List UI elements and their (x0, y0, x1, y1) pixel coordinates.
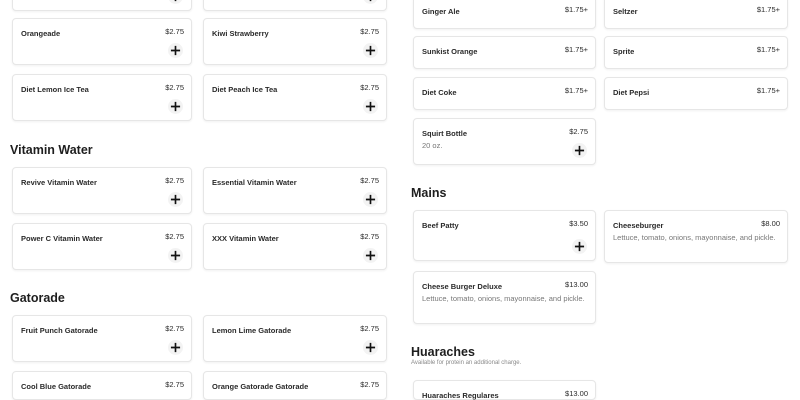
plus-icon (365, 45, 376, 56)
item-name: Sprite (613, 47, 635, 56)
menu-item-revive-vitamin-water[interactable] (12, 167, 192, 214)
menu-item-cool-blue-gatorade[interactable] (12, 371, 192, 400)
section-title-mains: Mains (411, 186, 447, 200)
item-name: Power C Vitamin Water (21, 234, 103, 243)
item-name: Seltzer (613, 7, 638, 16)
item-price: $1.75+ (756, 5, 780, 14)
plus-icon (365, 0, 376, 2)
item-name: Sunkist Orange (422, 47, 478, 56)
plus-icon (170, 194, 181, 205)
menu-item-sunkist-orange[interactable] (413, 36, 596, 69)
menu-item-cheese-burger-deluxe[interactable] (413, 271, 596, 324)
add-item-button[interactable] (572, 239, 587, 254)
item-name: Squirt Bottle (422, 129, 467, 138)
menu-item-sprite[interactable] (604, 36, 788, 69)
add-item-button[interactable] (572, 143, 587, 158)
menu-item-diet-peach-ice-tea[interactable] (203, 74, 387, 121)
item-name: Orange Gatorade Gatorade (212, 382, 309, 391)
item-name: Orangeade (21, 29, 61, 38)
menu-item-cheeseburger[interactable] (604, 210, 788, 263)
plus-icon (365, 342, 376, 353)
item-price: $2.75 (360, 380, 379, 389)
item-name: Ginger Ale (422, 7, 460, 16)
menu-item-beef-patty[interactable] (413, 210, 596, 261)
item-description: Lettuce, tomato, onions, mayonnaise, and pickle. (613, 233, 776, 242)
add-item-button[interactable] (363, 0, 378, 4)
item-name: Diet Peach Ice Tea (212, 85, 278, 94)
plus-icon (170, 0, 181, 2)
item-price: $13.00 (565, 280, 588, 289)
item-name: Beef Patty (422, 221, 459, 230)
item-name: Diet Coke (422, 88, 457, 97)
menu-item-kiwi-strawberry[interactable] (203, 18, 387, 65)
item-name: Huaraches Regulares (422, 391, 499, 400)
item-price: $2.75 (360, 176, 379, 185)
item-price: $1.75+ (564, 45, 588, 54)
plus-icon (574, 145, 585, 156)
item-name: XXX Vitamin Water (212, 234, 279, 243)
item-price: $2.75 (165, 27, 184, 36)
menu-item-lemon-lime-gatorade[interactable] (203, 315, 387, 362)
add-item-button[interactable] (363, 99, 378, 114)
plus-icon (574, 241, 585, 252)
add-item-button[interactable] (168, 43, 183, 58)
add-item-button[interactable] (168, 340, 183, 355)
add-item-button[interactable] (363, 340, 378, 355)
item-name: Lemon Lime Gatorade (212, 326, 292, 335)
plus-icon (170, 45, 181, 56)
menu-item-squirt-bottle[interactable] (413, 118, 596, 165)
add-item-button[interactable] (168, 0, 183, 4)
item-price: $2.75 (360, 324, 379, 333)
item-price: $2.75 (569, 127, 588, 136)
menu-item-seltzer[interactable] (604, 0, 788, 29)
item-price: $2.75 (360, 232, 379, 241)
item-name: Kiwi Strawberry (212, 29, 269, 38)
menu-item-xxx-vitamin-water[interactable] (203, 223, 387, 270)
menu-item-diet-lemon-ice-tea[interactable] (12, 74, 192, 121)
plus-icon (365, 250, 376, 261)
menu-item-huaraches-regulares[interactable] (413, 380, 596, 400)
item-price: $1.75+ (564, 86, 588, 95)
add-item-button[interactable] (363, 248, 378, 263)
item-price: $8.00 (761, 219, 780, 228)
item-price: $2.75 (165, 176, 184, 185)
menu-item-diet-pepsi[interactable] (604, 77, 788, 110)
menu-item-essential-vitamin-water[interactable] (203, 167, 387, 214)
item-description: 20 oz. (422, 141, 443, 150)
add-item-button[interactable] (363, 192, 378, 207)
item-price: $3.50 (569, 219, 588, 228)
menu-item-ginger-ale[interactable] (413, 0, 596, 29)
item-price: $1.75+ (756, 86, 780, 95)
add-item-button[interactable] (363, 43, 378, 58)
item-price: $2.75 (360, 83, 379, 92)
plus-icon (170, 342, 181, 353)
item-price: $2.75 (165, 232, 184, 241)
item-price: $1.75+ (564, 5, 588, 14)
item-price: $2.75 (165, 380, 184, 389)
plus-icon (170, 101, 181, 112)
add-item-button[interactable] (168, 192, 183, 207)
item-name: Fruit Punch Gatorade (21, 326, 98, 335)
plus-icon (170, 250, 181, 261)
menu-item-diet-coke[interactable] (413, 77, 596, 110)
item-description: Lettuce, tomato, onions, mayonnaise, and pickle. (422, 294, 585, 303)
item-name: Cheese Burger Deluxe (422, 282, 503, 291)
menu-item-fruit-punch-gatorade[interactable] (12, 315, 192, 362)
section-title-gatorade: Gatorade (10, 291, 65, 305)
item-name: Essential Vitamin Water (212, 178, 297, 187)
add-item-button[interactable] (168, 248, 183, 263)
item-price: $2.75 (165, 324, 184, 333)
plus-icon (365, 101, 376, 112)
item-name: Diet Lemon Ice Tea (21, 85, 89, 94)
item-name: Diet Pepsi (613, 88, 650, 97)
section-subtitle-huaraches: Available for protein an additional charge. (411, 360, 522, 366)
item-name: Cool Blue Gatorade (21, 382, 92, 391)
item-price: $2.75 (165, 83, 184, 92)
add-item-button[interactable] (168, 99, 183, 114)
plus-icon (365, 194, 376, 205)
item-price: $1.75+ (756, 45, 780, 54)
menu-item-power-c-vitamin-water[interactable] (12, 223, 192, 270)
item-price: $2.75 (360, 27, 379, 36)
section-title-huaraches: Huaraches (411, 345, 475, 359)
item-name: Revive Vitamin Water (21, 178, 97, 187)
item-price: $13.00 (565, 389, 588, 398)
section-title-vitamin-water: Vitamin Water (10, 143, 93, 157)
menu-item-orangeade[interactable] (12, 18, 192, 65)
menu-item-orange-gatorade[interactable] (203, 371, 387, 400)
menu-item-card[interactable] (12, 0, 192, 11)
item-name: Cheeseburger (613, 221, 664, 230)
menu-item-card[interactable] (203, 0, 387, 11)
